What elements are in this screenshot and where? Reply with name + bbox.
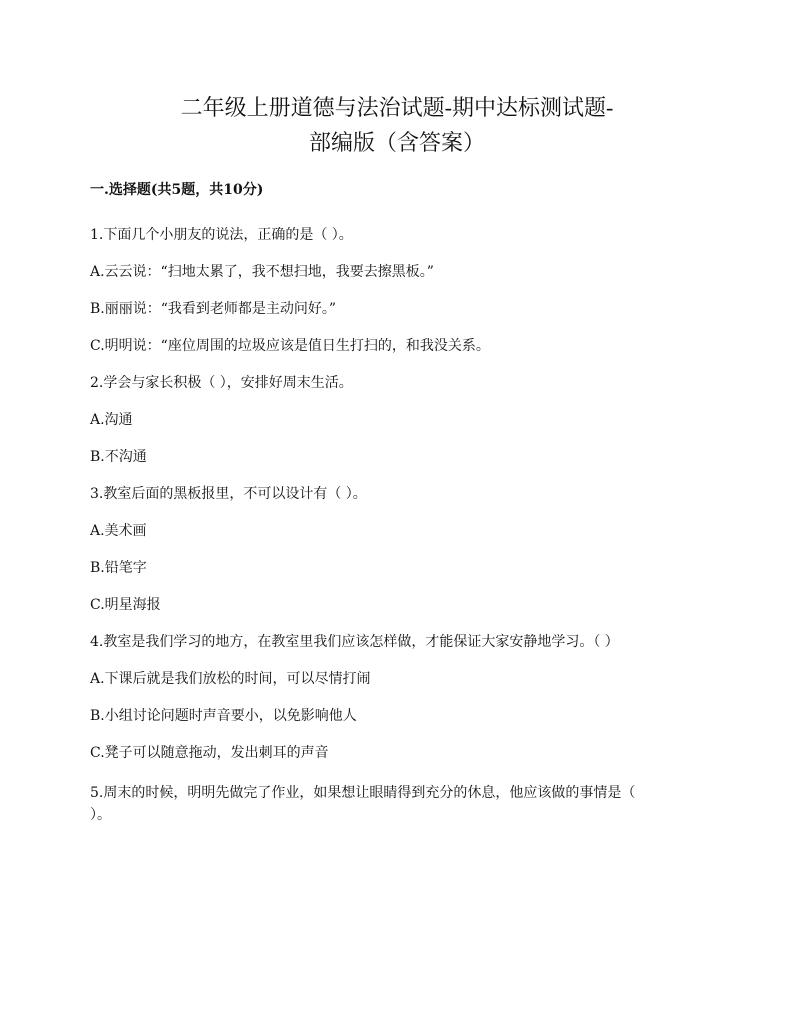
question-3-option-b: B.铅笔字	[90, 560, 147, 576]
section-heading: 一.选择题(共5题，共10分)	[90, 182, 264, 198]
question-1-option-b: B.丽丽说：“我看到老师都是主动问好。”	[90, 301, 337, 317]
question-4-option-a: A.下课后就是我们放松的时间，可以尽情打闹	[90, 671, 371, 687]
question-4-option-c: C.凳子可以随意拖动，发出刺耳的声音	[90, 745, 329, 761]
question-4-stem: 4.教室是我们学习的地方，在教室里我们应该怎样做，才能保证大家安静地学习。（ ）	[90, 634, 619, 650]
document-title-line-2: 部编版（含答案）	[308, 130, 485, 155]
question-1-option-c: C.明明说：“座位周围的垃圾应该是值日生打扫的，和我没关系。	[90, 338, 490, 354]
question-5-stem: 5.周末的时候，明明先做完了作业，如果想让眼睛得到充分的休息，他应该做的事情是（	[90, 785, 636, 801]
question-2-option-a: A.沟通	[90, 412, 133, 428]
question-3-option-c: C.明星海报	[90, 597, 161, 613]
document-title-line-1: 二年级上册道德与法治试题-期中达标测试题-	[180, 95, 614, 120]
question-3-option-a: A.美术画	[90, 523, 147, 539]
question-2-option-b: B.不沟通	[90, 449, 147, 465]
question-1-option-a: A.云云说：“扫地太累了，我不想扫地，我要去擦黑板。”	[90, 264, 434, 280]
question-3-stem: 3.教室后面的黑板报里，不可以设计有（ ）。	[90, 486, 367, 502]
question-2-stem: 2.学会与家长积极（ ），安排好周末生活。	[90, 375, 353, 391]
question-4-option-b: B.小组讨论问题时声音要小，以免影响他人	[90, 708, 357, 724]
question-5-stem-continued: ）。	[90, 807, 111, 823]
question-1-stem: 1.下面几个小朋友的说法，正确的是（ ）。	[90, 227, 353, 243]
